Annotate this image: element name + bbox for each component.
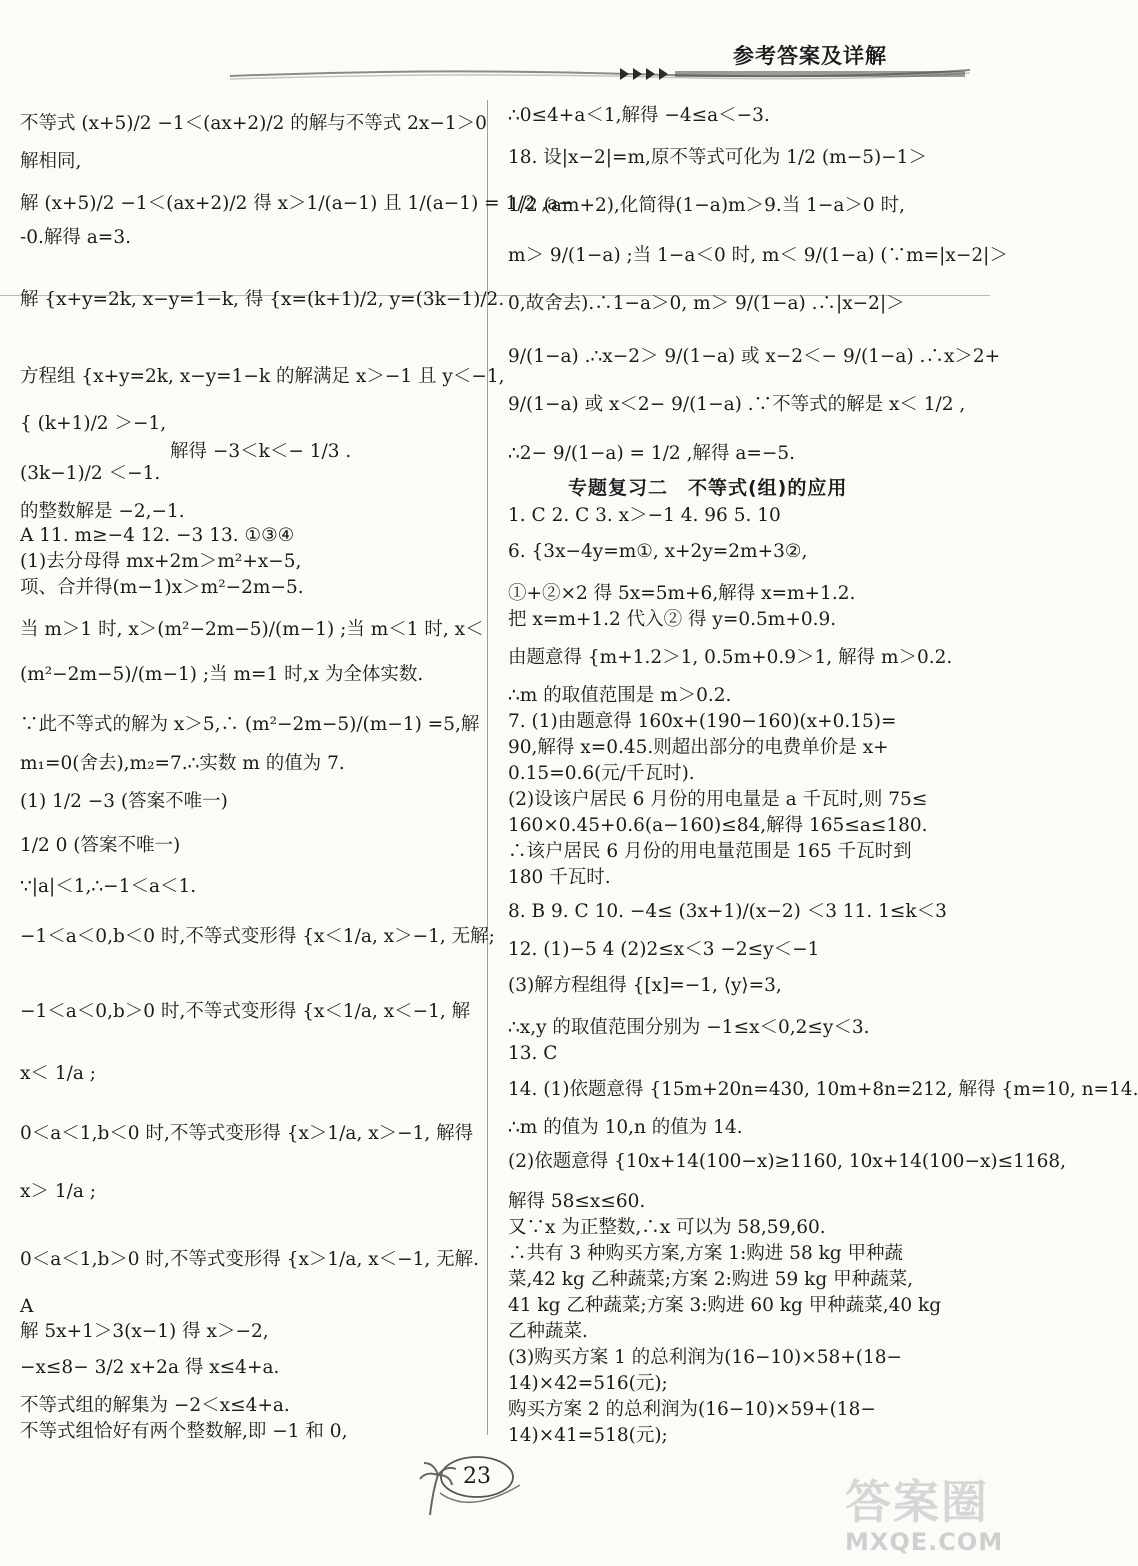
text-line: 14)×42=516(元); xyxy=(508,1373,668,1394)
text-line: ∵|a|＜1,∴−1＜a＜1. xyxy=(20,876,197,897)
page-number-ornament xyxy=(400,1445,540,1525)
text-line: 13. C xyxy=(508,1043,558,1064)
text-line: 9/(1−a) .∴x−2＞ 9/(1−a) 或 x−2＜− 9/(1−a) .∴x＞2+ xyxy=(508,346,1001,367)
text-line: { (k+1)/2 ＞−1, xyxy=(20,413,167,434)
text-line: ∴0≤4+a＜1,解得 −4≤a＜−3. xyxy=(508,105,770,126)
text-line: (2)设该户居民 6 月份的用电量是 a 千瓦时,则 75≤ xyxy=(508,789,928,810)
text-line: ∴2− 9/(1−a) = 1/2 ,解得 a=−5. xyxy=(508,443,796,464)
text-line: (2)依题意得 {10x+14(100−x)≥1160, 10x+14(100−x)≤1168, xyxy=(508,1151,1067,1172)
text-line: 1/2 (am+2),化简得(1−a)m＞9.当 1−a＞0 时, xyxy=(508,195,905,216)
watermark-main: 答案圈 xyxy=(845,1475,989,1529)
text-line: m₁=0(舍去),m₂=7.∴实数 m 的值为 7. xyxy=(20,753,345,774)
header-decorative-rule xyxy=(230,64,980,86)
text-line: 0.15=0.6(元/千瓦时). xyxy=(508,763,695,784)
text-line: A 11. m≥−4 12. −3 13. ①③④ xyxy=(20,525,295,546)
text-line: −x≤8− 3/2 x+2a 得 x≤4+a. xyxy=(20,1357,280,1378)
text-line: x＞ 1/a ; xyxy=(20,1181,96,1202)
text-line: 解 {x+y=2k, x−y=1−k, 得 {x=(k+1)/2, y=(3k−1)/2. xyxy=(20,289,505,310)
text-line: 解相同, xyxy=(20,151,82,172)
header-title: 参考答案及详解 xyxy=(733,44,887,68)
text-line: 41 kg 乙种蔬菜;方案 3:购进 60 kg 甲种蔬菜,40 kg xyxy=(508,1295,942,1316)
watermark-url: MXQE.COM xyxy=(845,1528,1004,1556)
page-number: 23 xyxy=(463,1464,491,1489)
text-line: 解得 58≤x≤60. xyxy=(508,1191,646,1212)
text-line: 6. {3x−4y=m①, x+2y=2m+3②, xyxy=(508,541,808,562)
text-line: 0＜a＜1,b＜0 时,不等式变形得 {x＞1/a, x＞−1, 解得 xyxy=(20,1123,474,1144)
text-line: 12. (1)−5 4 (2)2≤x＜3 −2≤y＜−1 xyxy=(508,939,820,960)
text-line: 把 x=m+1.2 代入② 得 y=0.5m+0.9. xyxy=(508,609,837,630)
text-line: 14. (1)依题意得 {15m+20n=430, 10m+8n=212, 解得 {m=10, n=14. xyxy=(508,1079,1138,1100)
text-line: 0＜a＜1,b＞0 时,不等式变形得 {x＞1/a, x＜−1, 无解. xyxy=(20,1249,480,1270)
section-title: 专题复习二 不等式(组)的应用 xyxy=(568,477,848,499)
text-line: (1)去分母得 mx+2m＞m²+x−5, xyxy=(20,551,302,572)
text-line: 菜,42 kg 乙种蔬菜;方案 2:购进 59 kg 甲种蔬菜, xyxy=(508,1269,913,1290)
text-line: ①+②×2 得 5x=5m+6,解得 x=m+1.2. xyxy=(508,583,856,604)
text-line: −1＜a＜0,b＞0 时,不等式变形得 {x＜1/a, x＜−1, 解 xyxy=(20,1001,471,1022)
text-line: 1/2 0 (答案不唯一) xyxy=(20,835,181,856)
text-line: (3)解方程组得 {[x]=−1, ⟨y⟩=3, xyxy=(508,975,782,996)
text-line: ∴共有 3 种购买方案,方案 1:购进 58 kg 甲种蔬 xyxy=(508,1243,904,1264)
text-line: 解得 −3＜k＜− 1/3 . xyxy=(170,441,352,462)
text-line: 由题意得 {m+1.2＞1, 0.5m+0.9＞1, 解得 m＞0.2. xyxy=(508,647,953,668)
text-line: (1) 1/2 −3 (答案不唯一) xyxy=(20,791,228,812)
text-line: 不等式组的解集为 −2＜x≤4+a. xyxy=(20,1395,290,1416)
text-line: x＜ 1/a ; xyxy=(20,1063,96,1084)
text-line: A xyxy=(20,1296,34,1317)
text-line: -0.解得 a=3. xyxy=(20,227,131,248)
text-line: 解 (x+5)/2 −1＜(ax+2)/2 得 x＞1/(a−1) 且 1/(a−1) = 1/2 ,a− xyxy=(20,193,574,214)
watermark-logo xyxy=(845,1475,1015,1560)
text-line: ∴x,y 的取值范围分别为 −1≤x＜0,2≤y＜3. xyxy=(508,1017,870,1038)
text-line: −1＜a＜0,b＜0 时,不等式变形得 {x＜1/a, x＞−1, 无解; xyxy=(20,926,495,947)
text-line: 8. B 9. C 10. −4≤ (3x+1)/(x−2) ＜3 11. 1≤k＜3 xyxy=(508,901,947,922)
text-line: 7. (1)由题意得 160x+(190−160)(x+0.15)= xyxy=(508,711,897,732)
text-line: 0,故舍去).∴1−a＞0, m＞ 9/(1−a) .∴|x−2|＞ xyxy=(508,293,905,314)
text-line: 18. 设|x−2|=m,原不等式可化为 1/2 (m−5)−1＞ xyxy=(508,147,927,168)
text-line: (3k−1)/2 ＜−1. xyxy=(20,463,161,484)
text-line: 不等式 (x+5)/2 −1＜(ax+2)/2 的解与不等式 2x−1＞0 xyxy=(20,113,487,134)
text-line: (3)购买方案 1 的总利润为(16−10)×58+(18− xyxy=(508,1347,903,1368)
text-line: (m²−2m−5)/(m−1) ;当 m=1 时,x 为全体实数. xyxy=(20,664,424,685)
text-line: ∴该户居民 6 月份的用电量范围是 165 千瓦时到 xyxy=(508,841,912,862)
text-line: 9/(1−a) 或 x＜2− 9/(1−a) .∵不等式的解是 x＜ 1/2 , xyxy=(508,394,966,415)
text-line: 14)×41=518(元); xyxy=(508,1425,668,1446)
text-line: ∵此不等式的解为 x＞5,∴ (m²−2m−5)/(m−1) =5,解 xyxy=(20,714,480,735)
text-line: 180 千瓦时. xyxy=(508,867,611,888)
text-line: 又∵x 为正整数,∴x 可以为 58,59,60. xyxy=(508,1217,826,1238)
text-line: 1. C 2. C 3. x＞−1 4. 96 5. 10 xyxy=(508,505,781,526)
text-line: ∴m 的取值范围是 m＞0.2. xyxy=(508,685,732,706)
text-line: 方程组 {x+y=2k, x−y=1−k 的解满足 x＞−1 且 y＜−1, xyxy=(20,366,505,387)
text-line: 当 m＞1 时, x＞(m²−2m−5)/(m−1) ;当 m＜1 时, x＜ xyxy=(20,619,484,640)
text-line: 乙种蔬菜. xyxy=(508,1321,588,1342)
text-line: 160×0.45+0.6(a−160)≤84,解得 165≤a≤180. xyxy=(508,815,928,836)
text-line: ∴m 的值为 10,n 的值为 14. xyxy=(508,1117,743,1138)
text-line: 购买方案 2 的总利润为(16−10)×59+(18− xyxy=(508,1399,876,1420)
text-line: 的整数解是 −2,−1. xyxy=(20,501,185,522)
text-line: 解 5x+1＞3(x−1) 得 x＞−2, xyxy=(20,1321,269,1342)
text-line: m＞ 9/(1−a) ;当 1−a＜0 时, m＜ 9/(1−a) (∵m=|x−2|＞ xyxy=(508,245,1008,266)
text-line: 90,解得 x=0.45.则超出部分的电费单价是 x+ xyxy=(508,737,889,758)
text-line: 项、合并得(m−1)x＞m²−2m−5. xyxy=(20,577,304,598)
text-line: 不等式组恰好有两个整数解,即 −1 和 0, xyxy=(20,1421,348,1442)
